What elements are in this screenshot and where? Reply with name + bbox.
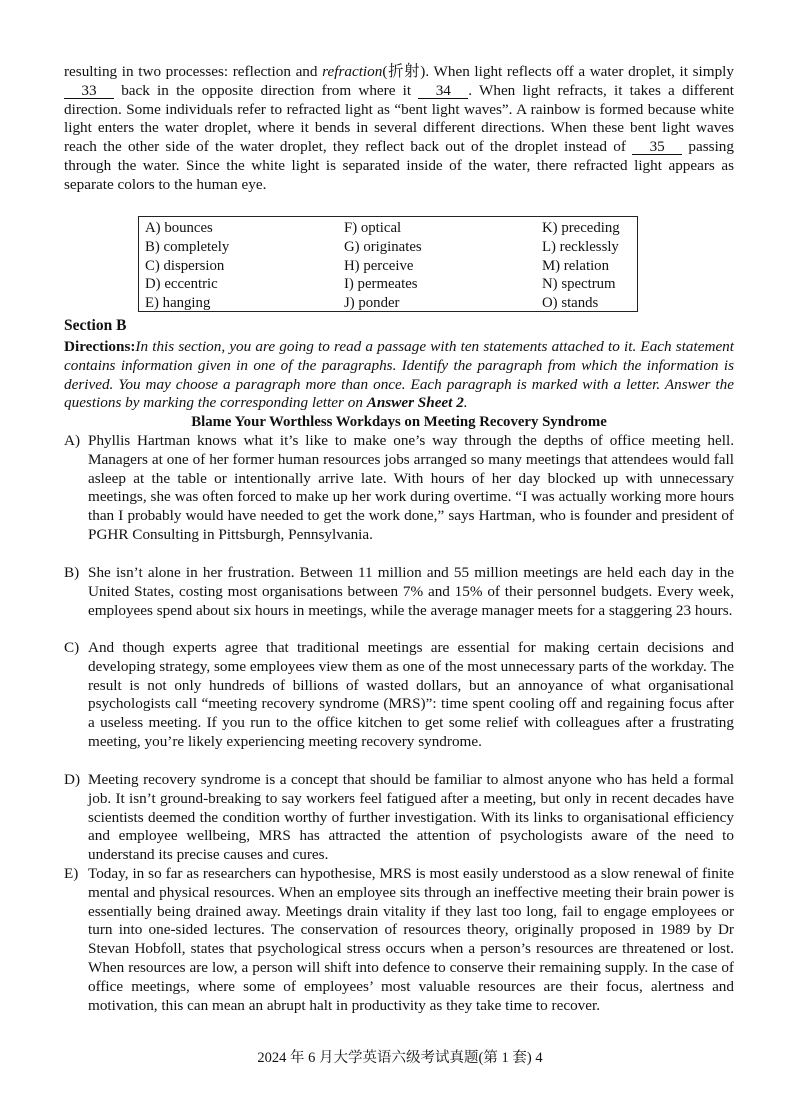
paragraph-letter: B) [64, 564, 80, 581]
blank-33[interactable]: 33 [64, 83, 114, 99]
word-option: G) originates [344, 238, 422, 255]
paragraph-text: And though experts agree that traditional meetings are essential for making certain decisions and developing strategy, some employees view them as one of the most unnecessary parts of the workday. The result is not only hundreds of billions of wasted dollars, but an annoyance of what organisational psychologists call “meeting recovery syndrome (MRS)”: time spent cooling off and regaining focus after a useless meeting. If you run to the office kitchen to get some relief with colleagues after a frustrating meeting, you’re likely experiencing meeting recovery syndrome. [88, 639, 734, 750]
intro-text-1b: (折射). When light reflects off a water droplet, it simply [382, 63, 734, 80]
word-option: H) perceive [344, 257, 414, 274]
passage-title: Blame Your Worthless Workdays on Meeting Recovery Syndrome [191, 414, 607, 430]
directions-text: In this section, you are going to read a passage with ten statements attached to it. Each statement contains information given in one of the paragraphs. Identify the paragraph from which the information is derived. You may choose a paragraph more than once. Each paragraph is marked with a letter. Answer the questions by marking the corresponding letter on [64, 338, 734, 412]
word-option: N) spectrum [542, 276, 616, 293]
intro-text-2: back in the opposite direction from where it [114, 81, 419, 99]
word-bank [138, 216, 638, 312]
word-option: J) ponder [344, 295, 400, 312]
paragraph-letter: D) [64, 771, 81, 788]
word-option: L) recklessly [542, 238, 619, 255]
directions-end: . [463, 394, 468, 412]
word-option: D) eccentric [145, 276, 218, 293]
paragraph-a [64, 432, 734, 545]
word-option: A) bounces [145, 220, 213, 236]
paragraph-c [64, 639, 734, 752]
intro-italic-term: refraction [322, 63, 383, 80]
word-option: M) relation [542, 257, 609, 274]
paragraph-letter: E) [64, 865, 79, 882]
word-option: E) hanging [145, 295, 211, 312]
page-footer: 2024 年 6 月大学英语六级考试真题(第 1 套) 4 [257, 1050, 543, 1066]
word-option: O) stands [542, 295, 599, 312]
word-option: B) completely [145, 238, 230, 255]
directions [64, 338, 734, 413]
paragraph-e [64, 865, 734, 1015]
section-heading: Section B [64, 317, 127, 334]
paragraph-text: Today, in so far as researchers can hypothesise, MRS is most easily understood as a slow renewal of finite mental and physical resources. When an employee sits through an ineffective meeting their brain power is essentially being drained away. Meetings drain vitality if they last too long, fail to engage employees or turn into one-sided lectures. The conservation of resources theory, originally proposed in 1989 by Dr Stevan Hobfoll, states that psychological stress occurs when a person’s resources are threatened or lost. When resources are low, a person will shift into defence to conserve their remaining supply. In the case of office meetings, where some of employees’ most valuable resources are their focus, alertness and motivation, this can mean an abrupt halt in productivity as they take time to recover. [88, 865, 734, 1014]
directions-label: Directions: [64, 338, 136, 355]
answer-sheet-ref: Answer Sheet 2 [366, 394, 464, 412]
paragraph-b [64, 564, 734, 620]
blank-35[interactable]: 35 [632, 139, 682, 155]
paragraph-letter: C) [64, 639, 80, 656]
paragraph-text: Meeting recovery syndrome is a concept that should be familiar to almost anyone who has held a formal job. It isn’t ground-breaking to say workers feel fatigued after a meeting, but only in recent decades have scientists deemed the condition worthy of further investigation. With its links to organisational efficiency and employee wellbeing, MRS has attracted the attention of psychologists aware of the need to understand its precise causes and cures. [88, 771, 734, 864]
intro-text-3: . When light refracts, it takes a different direction. Some individuals refer to refracted light as “bent light waves”. A rainbow is formed because white light enters the water droplet, where it bends in several different directions. When these bent light waves reach the other side of the water droplet, they reflect back out of the droplet instead of [64, 81, 734, 156]
word-option: C) dispersion [145, 257, 225, 274]
paragraph-text: She isn’t alone in her frustration. Between 11 million and 55 million meetings are held each day in the United States, costing most organisations between 7% and 15% of their personnel budgets. Every week, employees spend about six hours in meetings, while the average manager meets for a staggering 23 hours. [88, 564, 734, 619]
intro-text-4: passing through the water. Since the white light is separated inside of the water, there refracted light appears as separate colors to the human eye. [64, 138, 734, 193]
intro-text-1: resulting in two processes: reflection and [64, 63, 323, 80]
intro-paragraph [64, 63, 734, 195]
word-option: I) permeates [344, 276, 418, 293]
paragraph-letter: A) [64, 432, 81, 449]
word-option: F) optical [344, 220, 402, 236]
blank-34[interactable]: 34 [418, 83, 468, 99]
word-option: K) preceding [542, 220, 620, 236]
paragraph-d [64, 771, 734, 865]
paragraph-text: Phyllis Hartman knows what it’s like to make one’s way through the depths of office meeting hell. Managers at one of her former human resources jobs arranged so many meetings that attendees would fall asleep at the table or intentionally arrive late. With hours of her day blocked up with unnecessary meetings, she was often forced to make up her work during overtime. “I was actually working more hours than I probably would have needed to get the work done,” says Hartman, who is founder and president of PGHR Consulting in Pittsburgh, Pennsylvania. [88, 432, 734, 543]
